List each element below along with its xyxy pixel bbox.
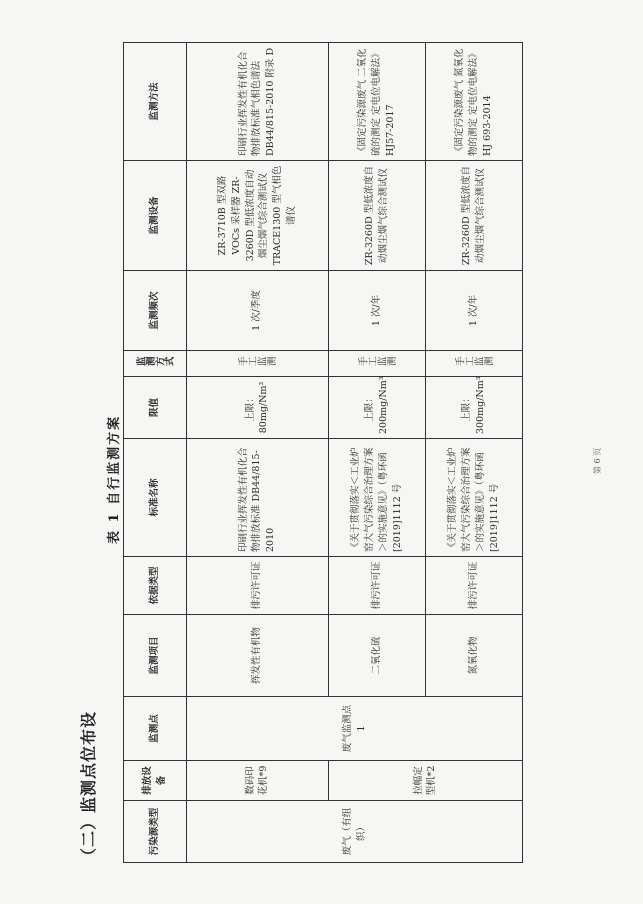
cell-monitoring-point: 废气监测点 1 bbox=[187, 697, 523, 761]
header-standard: 标准名称 bbox=[124, 439, 187, 557]
cell-mode bbox=[328, 351, 425, 377]
cell-frequency: 1 次/季度 bbox=[187, 271, 329, 351]
header-method: 监测方法 bbox=[124, 43, 187, 161]
header-basis: 依据类型 bbox=[124, 557, 187, 615]
cell-pollution-type: 废气（有组织） bbox=[187, 801, 523, 863]
cell-limit: 上限：300mg/Nm³ bbox=[425, 377, 522, 439]
cell-item: 氮氧化物 bbox=[425, 615, 522, 697]
cell-equipment: ZR-3260D 型低浓度自动烟尘烟气综合测试仪 bbox=[425, 161, 522, 271]
cell-mode-text: 手工监测 bbox=[454, 357, 493, 369]
cell-equipment: ZR-3710B 型双路VOCs 采样器 ZR-3260D 型低浓度自动烟尘烟气综合测试仪 TRACE1300 型气相色谱仪 bbox=[187, 161, 329, 271]
cell-basis: 排污许可证 bbox=[328, 557, 425, 615]
section-title: （二）监测点位布设 bbox=[79, 710, 98, 864]
cell-mode-text: 手工监测 bbox=[357, 357, 396, 369]
cell-mode bbox=[425, 351, 522, 377]
header-frequency: 监测频次 bbox=[124, 271, 187, 351]
cell-item: 挥发性有机物 bbox=[187, 615, 329, 697]
header-pollution-type: 污染源类型 bbox=[124, 801, 187, 863]
cell-method: 《固定污染源废气 氮氧化物的测定 定电位电解法》HJ 693-2014 bbox=[425, 43, 522, 161]
cell-standard: 《关于贯彻落实＜工业炉窑大气污染综合治理方案＞的实施意见》（粤环函[2019]1112 号 bbox=[328, 439, 425, 557]
table-header-row bbox=[124, 43, 187, 863]
header-item: 监测项目 bbox=[124, 615, 187, 697]
cell-limit: 上限：80mg/Nm³ bbox=[187, 377, 329, 439]
monitoring-plan-table bbox=[123, 42, 523, 863]
cell-method: 印刷行业挥发性有机化合物排放标准气相色谱法 DB44/815-2010 附录 D bbox=[187, 43, 329, 161]
header-equipment: 监测设备 bbox=[124, 161, 187, 271]
cell-mode-text: 手工监测 bbox=[238, 357, 277, 369]
header-mode bbox=[124, 351, 187, 377]
header-point: 监测点 bbox=[124, 697, 187, 761]
cell-limit: 上限：200mg/Nm³ bbox=[328, 377, 425, 439]
cell-mode bbox=[187, 351, 329, 377]
cell-item: 二氧化硫 bbox=[328, 615, 425, 697]
cell-standard: 印刷行业挥发性有机化合物排放标准 DB44/815-2010 bbox=[187, 439, 329, 557]
cell-standard: 《关于贯彻落实＜工业炉窑大气污染综合治理方案＞的实施意见》（粤环函[2019]1112 号 bbox=[425, 439, 522, 557]
cell-basis: 排污许可证 bbox=[425, 557, 522, 615]
page-number: 第 6 页 bbox=[593, 447, 602, 474]
cell-method: 《固定污染源废气 二氧化硫的测定 定电位电解法》HJ57-2017 bbox=[328, 43, 425, 161]
cell-device: 拉幅定型机*2 bbox=[328, 761, 522, 801]
cell-device: 数码印花机*9 bbox=[187, 761, 329, 801]
header-limit: 限值 bbox=[124, 377, 187, 439]
cell-frequency: 1 次/年 bbox=[425, 271, 522, 351]
table-row bbox=[187, 43, 329, 863]
header-device: 排放设备 bbox=[124, 761, 187, 801]
cell-equipment: ZR-3260D 型低浓度自动烟尘烟气综合测试仪 bbox=[328, 161, 425, 271]
cell-frequency: 1 次/年 bbox=[328, 271, 425, 351]
table-caption: 表 1 自行监测方案 bbox=[107, 414, 122, 544]
cell-basis: 排污许可证 bbox=[187, 557, 329, 615]
header-mode-text: 监测方式 bbox=[136, 357, 174, 369]
